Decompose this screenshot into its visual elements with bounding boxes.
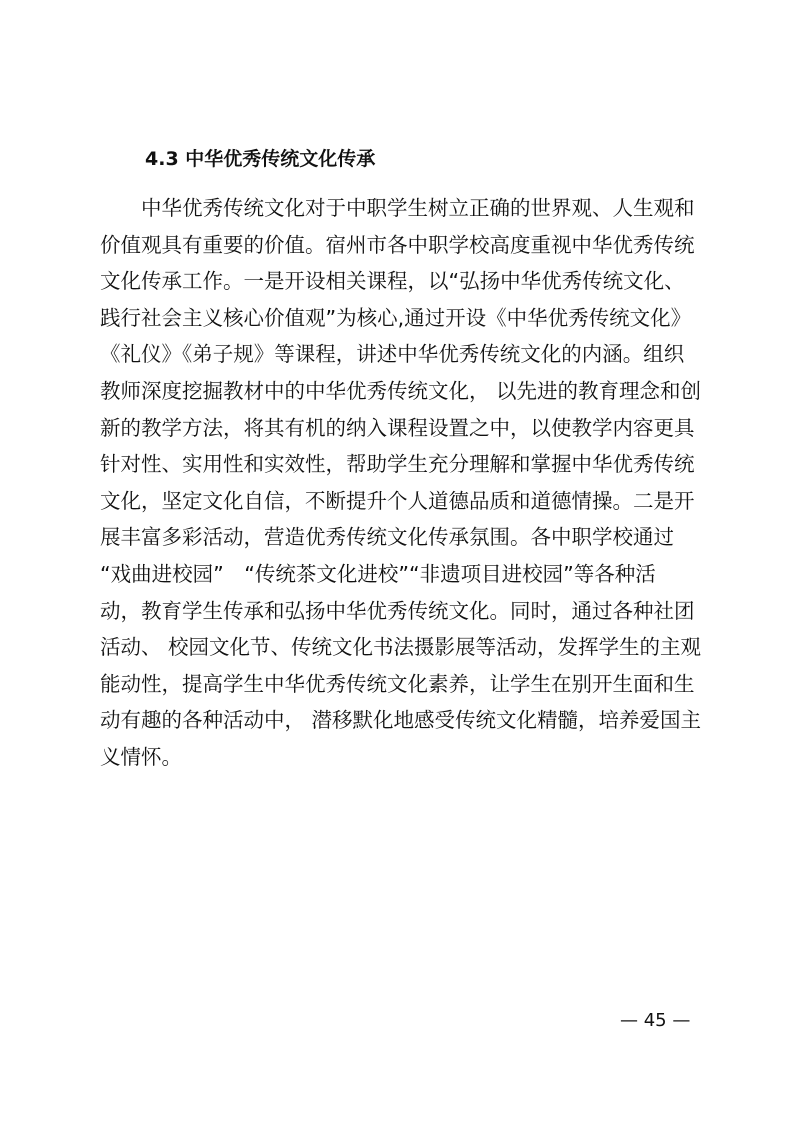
- paragraph-line: 动有趣的各种活动中， 潜移默化地感受传统文化精髓，培养爱国主: [100, 708, 702, 733]
- paragraph-line: 义情怀。: [100, 744, 182, 769]
- paragraph-line: 中华优秀传统文化对于中职学生树立正确的世界观、人生观和: [100, 196, 695, 220]
- paragraph-line: 文化传承工作。一是开设相关课程，以“弘扬中华优秀传统文化、: [100, 269, 685, 294]
- paragraph-line: 新的教学方法，将其有机的纳入课程设置之中，以使教学内容更具: [100, 415, 695, 440]
- paragraph-line: 动，教育学生传承和弘扬中华优秀传统文化。同时，通过各种社团: [100, 598, 695, 623]
- paragraph-line: 践行社会主义核心价值观”为核心,通过开设《中华优秀传统文化》: [100, 305, 692, 330]
- paragraph-line: 针对性、实用性和实效性，帮助学生充分理解和掌握中华优秀传统: [100, 452, 695, 477]
- paragraph-line: 教师深度挖掘教材中的中华优秀传统文化， 以先进的教育理念和创: [100, 378, 702, 403]
- paragraph-line: 能动性，提高学生中华优秀传统文化素养，让学生在别开生面和生: [100, 671, 695, 696]
- paragraph-line: 价值观具有重要的价值。宿州市各中职学校高度重视中华优秀传统: [100, 232, 695, 257]
- paragraph-line: 展丰富多彩活动，营造优秀传统文化传承氛围。各中职学校通过: [100, 525, 674, 550]
- paragraph-line: “戏曲进校园” “传统茶文化进校”“非遗项目进校园”等各种活: [100, 561, 656, 586]
- paragraph-line: 《礼仪》《弟子规》等课程，讲述中华优秀传统文化的内涵。组织: [100, 342, 685, 367]
- paragraph-line: 活动、 校园文化节、传统文化书法摄影展等活动，发挥学生的主观: [100, 635, 702, 660]
- body-paragraph: [100, 190, 700, 776]
- page-number: — 45 —: [620, 1010, 691, 1031]
- paragraph-line: 文化，坚定文化自信，不断提升个人道德品质和道德情操。二是开: [100, 488, 695, 513]
- section-heading: 4.3 中华优秀传统文化传承: [145, 148, 376, 170]
